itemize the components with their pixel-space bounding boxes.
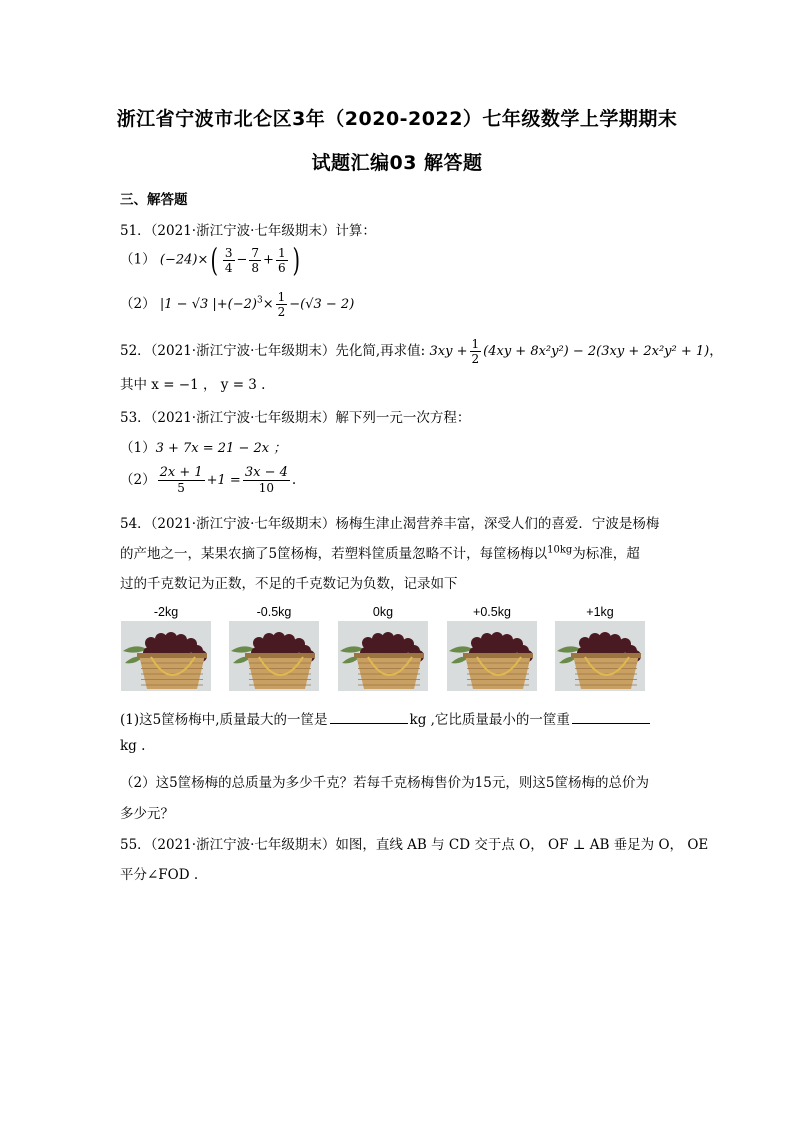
q52-expr-b: (4xy + 8x²y²) − 2(3xy + 2x²y² + 1) <box>483 344 710 359</box>
q55-line1: 55．（2021·浙江宁波·七年级期末）如图，直线 AB 与 CD 交于点 O， OF ⊥ AB 垂足为 O， OE <box>120 837 709 853</box>
basket-body <box>247 655 313 689</box>
basket-figure <box>120 603 650 693</box>
q51-p2-expr-a: |1 − √3 |+(−2) <box>159 297 257 312</box>
basket-body <box>465 655 531 689</box>
basket-rim <box>463 653 533 658</box>
q53-p2-end: . <box>291 472 297 488</box>
q53-p1-label: （1） <box>120 440 156 456</box>
q55-line2: 平分∠FOD . <box>120 867 199 883</box>
q53-p1-eq: 3 + 7x = 21 − 2x ； <box>155 441 287 456</box>
q52-stem: 52．（2021·浙江宁波·七年级期末）先化简,再求值: <box>120 343 426 359</box>
fraction: $\frac{1}{2}$ <box>471 337 480 366</box>
q54-line2 <box>120 542 640 562</box>
q51-part2 <box>120 290 354 319</box>
times: × <box>262 297 274 312</box>
q54-part2-line1: （2）这5筐杨梅的总质量为多少千克？若每千克杨梅售价为15元，则这5筐杨梅的总价为 <box>120 775 649 791</box>
fraction: $\frac{3x - 4}{10}$ <box>244 465 288 495</box>
basket-label: +0.5kg <box>473 605 511 619</box>
fraction: $\frac{1}{6}$ <box>277 245 286 275</box>
left-paren: ( <box>210 241 219 279</box>
basket-label: -0.5kg <box>256 605 292 619</box>
q51-p1-label: （1） <box>120 251 156 268</box>
doc-title-line1: 浙江省宁波市北仑区3年（2020-2022）七年级数学上学期期末 <box>116 108 678 130</box>
fraction: $\frac{3}{4}$ <box>224 245 233 275</box>
basket-body <box>573 655 639 689</box>
q53-part1 <box>120 436 286 456</box>
basket-item <box>337 603 429 691</box>
basket-label: 0kg <box>372 605 394 619</box>
section-heading: 三、解答题 <box>120 192 188 208</box>
q54-p1-a: (1)这5筐杨梅中,质量最大的一筐是 <box>120 712 328 728</box>
q51-stem: 51．（2021·浙江宁波·七年级期末）计算： <box>120 223 376 239</box>
basket-body <box>139 655 205 689</box>
basket-item <box>446 603 538 691</box>
basket-rim <box>137 653 207 658</box>
basket-image <box>447 621 537 691</box>
q51-p1-lead: (−24)× <box>159 252 209 268</box>
basket-rim <box>245 653 315 658</box>
basket-image <box>121 621 211 691</box>
q52-line1 <box>120 337 723 366</box>
q52-line2: 其中 x = −1 ， y = 3 . <box>120 377 266 393</box>
basket-label: -2kg <box>153 605 179 619</box>
answer-blank[interactable] <box>330 710 408 724</box>
q53-p2-mid: +1 = <box>206 473 241 488</box>
basket-item <box>554 603 646 691</box>
plus: + <box>263 252 274 268</box>
basket-body <box>356 655 422 689</box>
q54-unit: 10kg <box>547 544 573 556</box>
q54-line1: 54．（2021·浙江宁波·七年级期末）杨梅生津止渴营养丰富，深受人们的喜爱．宁波是杨梅 <box>120 516 660 532</box>
basket-image <box>555 621 645 691</box>
basket-item <box>228 603 320 691</box>
fraction: $\frac{2x + 1}{5}$ <box>159 465 203 495</box>
q54-part1 <box>120 708 652 728</box>
basket-rim <box>571 653 641 658</box>
q54-line2-a: 的产地之一，某果农摘了5筐杨梅，若塑料筐质量忽略不计，每筐杨梅以 <box>120 546 548 562</box>
q54-p1-c: kg . <box>120 738 146 754</box>
q52-tail: ， <box>709 343 723 359</box>
q54-line2-b: 为标准，超 <box>572 546 640 562</box>
basket-item <box>120 603 212 691</box>
minus: − <box>236 252 248 268</box>
basket-rim <box>354 653 424 658</box>
exponent: 3 <box>256 295 263 306</box>
fraction: $\frac{7}{8}$ <box>251 245 260 275</box>
fraction: $\frac{1}{2}$ <box>277 290 286 319</box>
basket-image <box>229 621 319 691</box>
q54-p1-b: kg ,它比质量最小的一筐重 <box>409 712 570 728</box>
q53-part2 <box>120 466 296 495</box>
doc-title-line2: 试题汇编03 解答题 <box>311 152 483 174</box>
q51-p2-label: （2） <box>120 296 156 312</box>
right-paren: ) <box>292 241 300 279</box>
q52-expr-a: 3xy + <box>429 344 468 359</box>
answer-blank[interactable] <box>572 710 650 724</box>
q54-line3: 过的千克数记为正数，不足的千克数记为负数，记录如下 <box>120 576 458 592</box>
q53-p2-label: （2） <box>120 472 156 488</box>
q51-p2-expr-c: −(√3 − 2) <box>289 297 355 312</box>
q51-part1 <box>120 241 302 279</box>
q53-stem: 53．（2021·浙江宁波·七年级期末）解下列一元一次方程： <box>120 410 471 426</box>
basket-label: +1kg <box>586 605 614 619</box>
q54-part2-line2: 多少元？ <box>120 806 174 822</box>
basket-image <box>338 621 428 691</box>
